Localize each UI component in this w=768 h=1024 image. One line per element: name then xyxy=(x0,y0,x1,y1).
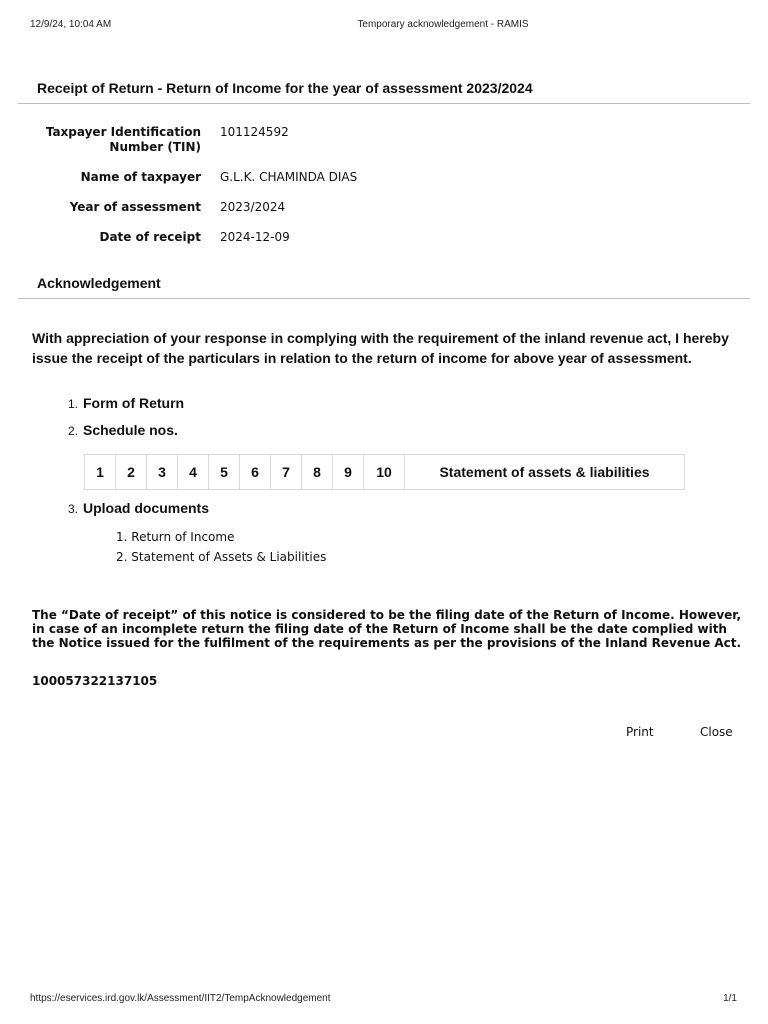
schedule-cell: 9 xyxy=(333,455,364,490)
acknowledgement-intro: With appreciation of your response in complying with the requirement of the inland revenue act, I hereby issue the receipt of the particulars in relation to the return of income for above year of assessment. xyxy=(32,330,729,366)
upload-document-item xyxy=(116,550,326,564)
schedule-cell: 8 xyxy=(302,455,333,490)
divider xyxy=(18,103,750,104)
tin-value: 101124592 xyxy=(220,125,289,139)
tin-label-line1: Taxpayer Identification xyxy=(45,125,201,139)
list-item-schedule-nos xyxy=(68,422,178,438)
table-row xyxy=(85,455,685,490)
print-button[interactable]: Print xyxy=(626,725,654,739)
divider xyxy=(18,298,750,299)
tin-label-line2: Number (TIN) xyxy=(109,140,201,154)
list-number: 2. xyxy=(116,550,128,564)
filing-date-notice: The “Date of receipt” of this notice is considered to be the filing date of the Return of Income. However, in case of an incomplete return the filing date of the Return of Income shall be the date complied with the Notice issued for the fulfilment of the requirements as per the provisions of the Inland Revenue Act. xyxy=(32,608,742,650)
acknowledgement-title: Acknowledgement xyxy=(37,275,161,291)
year-value: 2023/2024 xyxy=(220,200,286,214)
schedule-cell: 10 xyxy=(364,455,405,490)
year-label: Year of assessment xyxy=(69,200,201,214)
date-label: Date of receipt xyxy=(99,230,201,244)
tin-label xyxy=(31,125,201,155)
schedule-cell: 4 xyxy=(178,455,209,490)
list-number: 1. xyxy=(116,530,128,544)
upload-document-item xyxy=(116,530,234,544)
schedule-cell: 1 xyxy=(85,455,116,490)
list-number: 3. xyxy=(68,502,79,516)
print-footer-url: https://eservices.ird.gov.lk/Assessment/IIT2/TempAcknowledgement xyxy=(30,993,331,1004)
schedule-cell: 3 xyxy=(147,455,178,490)
upload-document-label: Return of Income xyxy=(131,530,235,544)
list-number: 2. xyxy=(68,424,79,438)
name-value: G.L.K. CHAMINDA DIAS xyxy=(220,170,358,184)
list-item-label: Form of Return xyxy=(83,395,185,411)
schedule-table xyxy=(84,454,685,490)
receipt-title: Receipt of Return - Return of Income for the year of assessment 2023/2024 xyxy=(37,80,533,96)
schedule-cell: 6 xyxy=(240,455,271,490)
print-datetime: 12/9/24, 10:04 AM xyxy=(30,19,112,30)
list-item-label: Schedule nos. xyxy=(83,422,178,438)
schedule-cell-statement: Statement of assets & liabilities xyxy=(405,455,685,490)
list-item-form-of-return xyxy=(68,395,184,411)
schedule-cell: 5 xyxy=(209,455,240,490)
schedule-cell: 7 xyxy=(271,455,302,490)
close-button[interactable]: Close xyxy=(700,725,733,739)
list-item-label: Upload documents xyxy=(83,500,210,516)
upload-document-label: Statement of Assets & Liabilities xyxy=(131,550,327,564)
print-footer-page: 1/1 xyxy=(723,993,737,1004)
schedule-cell: 2 xyxy=(116,455,147,490)
date-value: 2024-12-09 xyxy=(220,230,290,244)
list-item-upload-documents xyxy=(68,500,209,516)
reference-number: 100057322137105 xyxy=(32,674,158,688)
name-label: Name of taxpayer xyxy=(80,170,201,184)
list-number: 1. xyxy=(68,397,79,411)
print-page-title: Temporary acknowledgement - RAMIS xyxy=(357,19,529,30)
